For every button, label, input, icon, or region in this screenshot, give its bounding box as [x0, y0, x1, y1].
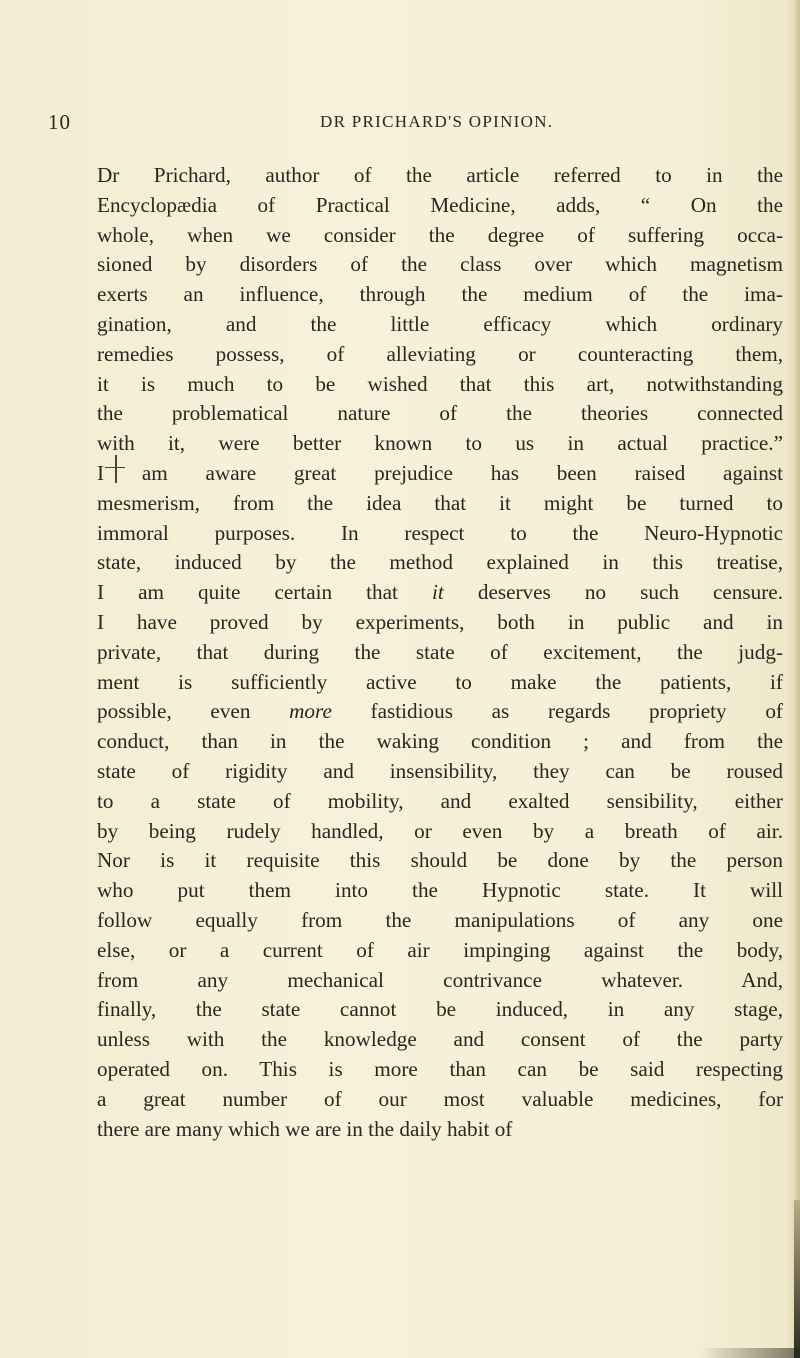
text-line: by being rudely handled, or even by a breath of air. — [97, 818, 783, 843]
text-line: Encyclopædia of Practical Medicine, adds, “ On the — [97, 192, 783, 217]
page-edge — [786, 0, 800, 1358]
text-line: whole, when we consider the degree of suffering occa- — [97, 222, 783, 247]
corner-shadow — [700, 1348, 800, 1358]
text-line: possible, even more fastidious as regards propriety of — [97, 699, 783, 724]
text-line: there are many which we are in the daily habit of — [97, 1116, 513, 1141]
text-line: ment is sufficiently active to make the patients, if — [97, 669, 783, 694]
text-line: Nor is it requisite this should be done by the person — [97, 848, 783, 873]
text-line: I have proved by experiments, both in public and in — [97, 609, 783, 634]
text-line: Dr Prichard, author of the article referred to in the — [97, 163, 783, 187]
text-line: sioned by disorders of the class over which magnetism — [97, 252, 783, 277]
emphasis-word: it — [432, 580, 444, 605]
running-head: DR PRICHARD'S OPINION. — [320, 112, 554, 131]
text-line: a great number of our most valuable medicines, for — [97, 1086, 783, 1111]
text-line: to a state of mobility, and exalted sensibility, either — [97, 788, 783, 813]
text-line: remedies possess, of alleviating or counteracting them, — [97, 341, 783, 366]
text-line: mesmerism, from the idea that it might be turned to — [97, 490, 783, 515]
text-line: private, that during the state of excitement, the judg- — [97, 639, 783, 664]
text-line: exerts an influence, through the medium of the ima- — [97, 282, 783, 307]
page-number: 10 — [48, 110, 71, 134]
text-line: it is much to be wished that this art, notwithstanding — [97, 371, 783, 396]
text-line: else, or a current of air impinging against the body, — [97, 937, 783, 962]
emphasis-word: more — [289, 699, 332, 724]
text-line: follow equally from the manipulations of any one — [97, 907, 783, 932]
text-line: I am quite certain that it deserves no such censure. — [97, 580, 784, 605]
text-line: operated on. This is more than can be said respecting — [97, 1056, 783, 1081]
text-line: state of rigidity and insensibility, they can be roused — [97, 758, 783, 783]
text-line: immoral purposes. In respect to the Neuro-Hypnotic — [97, 520, 783, 545]
text-line: I am aware great prejudice has been raised against — [97, 460, 783, 485]
body-text — [97, 161, 783, 1144]
text-line: who put them into the Hypnotic state. It will — [97, 878, 783, 903]
text-line: from any mechanical contrivance whatever. And, — [97, 967, 783, 992]
text-line: state, induced by the method explained in this treatise, — [97, 550, 783, 575]
text-line: gination, and the little efficacy which ordinary — [97, 311, 783, 336]
text-line: conduct, than in the waking condition ; and from the — [97, 729, 783, 754]
binding-shadow — [794, 1200, 800, 1358]
page-header — [48, 110, 748, 140]
text-line: with it, were better known to us in actual practice.” — [97, 431, 783, 456]
text-line: the problematical nature of the theories connected — [97, 401, 783, 426]
text-line: unless with the knowledge and consent of the party — [97, 1027, 783, 1052]
text-line: finally, the state cannot be induced, in any stage, — [97, 997, 783, 1022]
